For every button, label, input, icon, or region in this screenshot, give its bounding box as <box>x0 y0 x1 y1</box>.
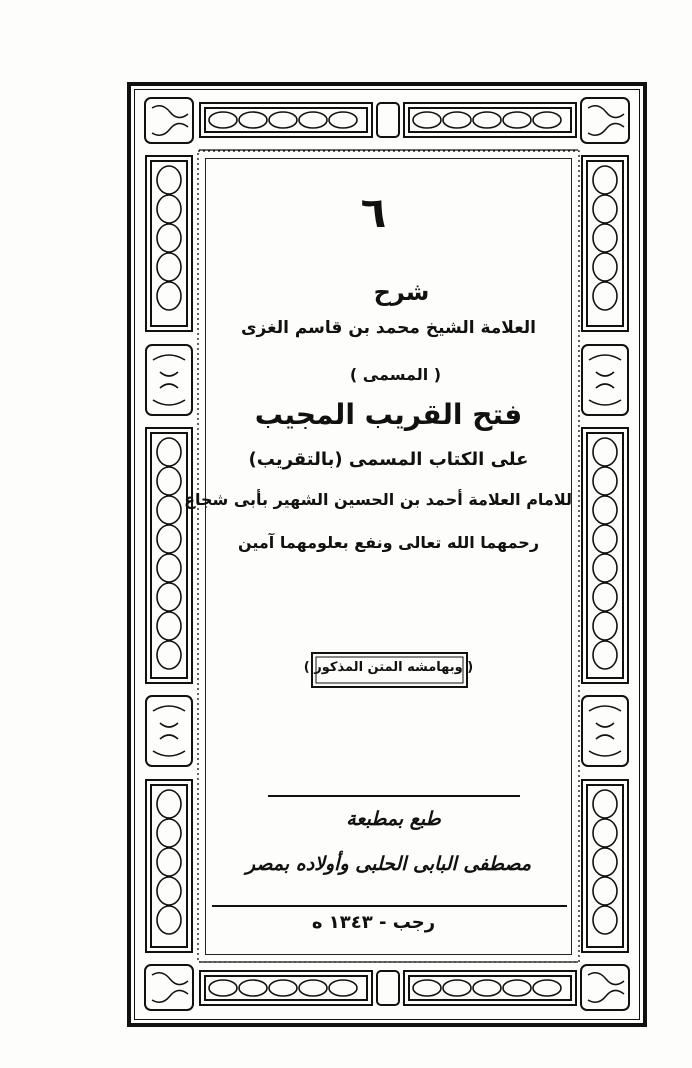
prayer-line: رحمهما الله تعالى ونفع بعلومهما آمين <box>237 533 540 552</box>
divider-top <box>268 795 520 797</box>
printed-label: طبع بمطبعة <box>346 808 441 830</box>
on-book-line: على الكتاب المسمى (بالتقريب) <box>248 449 529 470</box>
imam-line: للامام العلامة أحمد بن الحسين الشهير بأبى شجاع <box>184 490 572 509</box>
volume-number: ٦ <box>360 188 387 237</box>
called-label: ( المسمى ) <box>349 365 442 384</box>
date-line: رجب - ١٣٤٣ ه <box>311 912 436 933</box>
margin-note: ( وبهامشه المتن المذكور ) <box>303 660 474 675</box>
author-line: العلامة الشيخ محمد بن قاسم الغزى <box>240 318 537 338</box>
press-line: مصطفى البابى الحلبى وأولاده بمصر <box>245 853 532 875</box>
divider-bottom <box>212 905 567 907</box>
main-title: فتح القريب المجيب <box>254 398 523 431</box>
sharh-heading: شرح <box>373 278 430 306</box>
